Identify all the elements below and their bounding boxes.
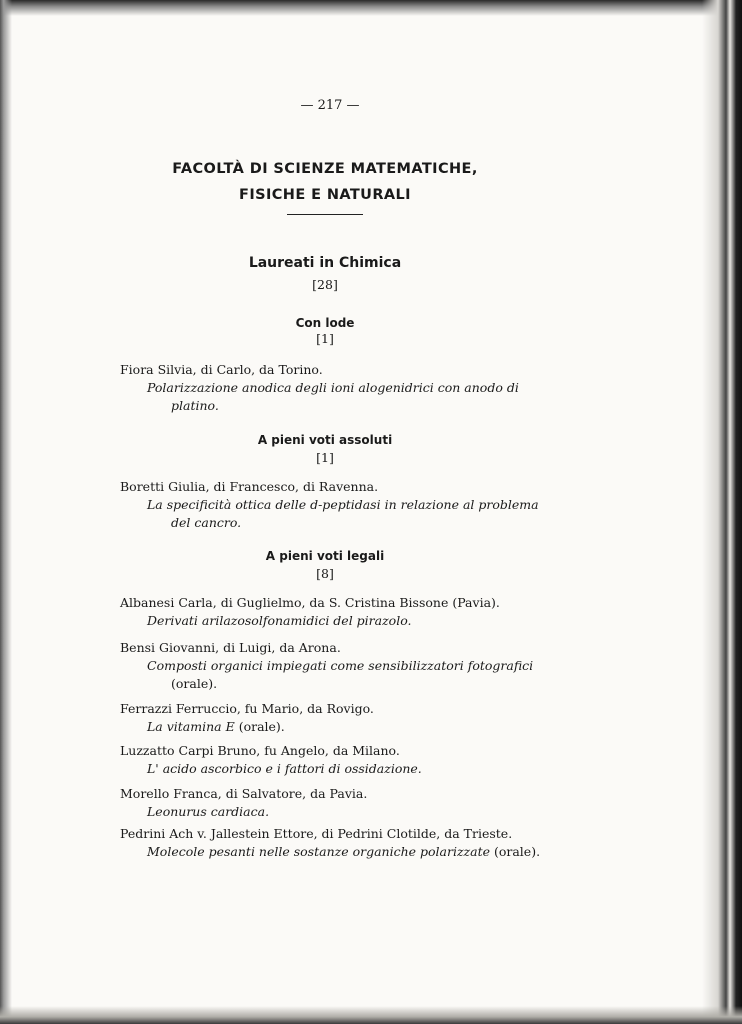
group-title-voti-legali: A pieni voti legali [265,549,385,563]
group-title-con-lode: Con lode [295,316,355,330]
thesis-title [120,803,550,821]
graduate-entry [120,700,550,736]
graduate-name: Pedrini Ach v. Jallestein Ettore, di Pedrini Clotilde, da Trieste. [120,826,513,841]
thesis-title [120,657,550,693]
section-count: [28] [312,277,338,292]
thesis-title-line1: La specificità ottica delle d-peptidasi in relazione al problema [147,497,539,512]
faculty-title-line1: FACOLTÀ DI SCIENZE MATEMATICHE, [172,161,478,177]
graduate-name: Fiora Silvia, di Carlo, da Torino. [120,362,323,377]
thesis-title-line1: La vitamina E [147,719,235,734]
group-count-con-lode: [1] [316,331,334,346]
thesis-title [120,612,550,630]
graduate-entry [120,825,550,861]
thesis-suffix: (orale). [171,676,218,691]
group-count-voti-legali: [8] [316,566,334,581]
graduate-entry [120,478,550,532]
thesis-title-line1: Composti organici impiegati come sensibilizzatori fotografici [147,658,534,673]
thesis-title [120,496,550,532]
graduate-entry [120,594,550,630]
thesis-title-line1: Derivati arilazosolfonamidici del pirazolo. [147,613,412,628]
graduate-name: Ferrazzi Ferruccio, fu Mario, da Rovigo. [120,701,374,716]
group-count-voti-assoluti: [1] [316,450,334,465]
thesis-suffix: (orale). [490,844,541,859]
title-divider [287,214,363,215]
graduate-entry [120,742,550,778]
scan-edge-bottom [0,1006,742,1024]
thesis-title-line2: del cancro. [171,515,242,530]
graduate-entry [120,639,550,693]
section-title: Laureati in Chimica [248,255,402,271]
graduate-name: Boretti Giulia, di Francesco, di Ravenna. [120,479,379,494]
thesis-title [120,843,550,861]
group-title-voti-assoluti: A pieni voti assoluti [257,433,393,447]
thesis-title-line1: L' acido ascorbico e i fattori di ossidazione. [147,761,422,776]
thesis-title-line1: Polarizzazione anodica degli ioni alogenidrici con anodo di [147,380,519,395]
page-number: — 217 — [300,98,360,113]
graduate-entry [120,785,550,821]
thesis-title [120,718,550,736]
scan-edge-top [0,0,742,16]
graduate-name: Albanesi Carla, di Guglielmo, da S. Cristina Bissone (Pavia). [120,595,500,610]
thesis-title-line1: Leonurus cardiaca. [147,804,270,819]
faculty-title-line2: FISICHE E NATURALI [239,187,411,203]
thesis-suffix: (orale). [234,719,285,734]
graduate-entry [120,361,550,415]
thesis-title [120,760,550,778]
scan-edge-right [702,0,742,1024]
faculty-title [110,156,540,208]
scan-edge-left [0,0,12,1024]
thesis-title-line1: Molecole pesanti nelle sostanze organiche polarizzate [147,844,490,859]
graduate-name: Morello Franca, di Salvatore, da Pavia. [120,786,368,801]
graduate-name: Luzzatto Carpi Bruno, fu Angelo, da Milano. [120,743,400,758]
thesis-title-line2: platino. [171,398,219,413]
thesis-title [120,379,550,415]
graduate-name: Bensi Giovanni, di Luigi, da Arona. [120,640,341,655]
